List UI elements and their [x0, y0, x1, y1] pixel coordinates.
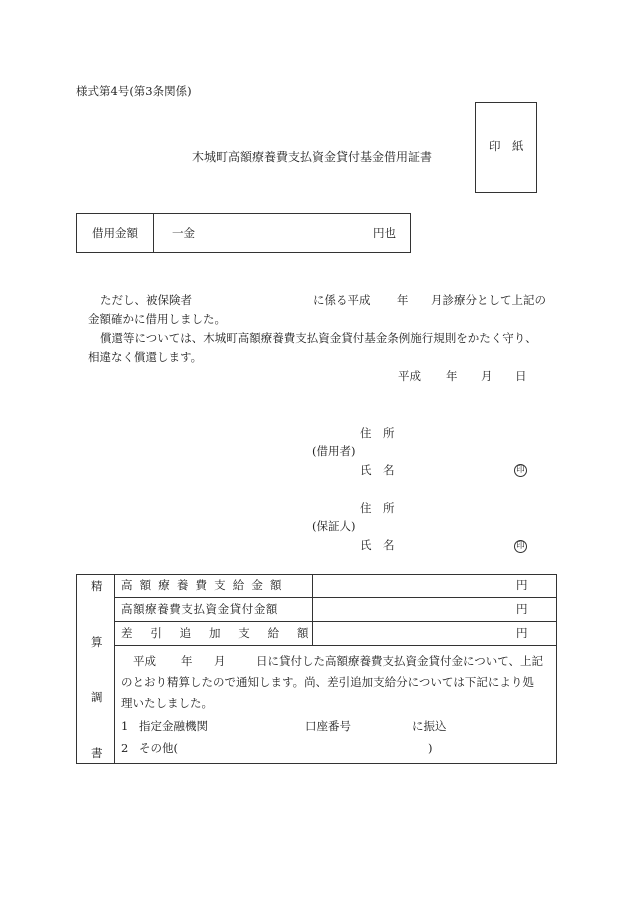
side-char-2: 算 [91, 635, 103, 649]
body-line1-a: ただし、被保険者 [100, 293, 192, 307]
revenue-stamp-label: 印 紙 [489, 139, 524, 153]
notice-month: 月 [214, 654, 226, 668]
row-label-loan-amount: 高額療養費支払資金貸付金額 [121, 602, 278, 616]
loan-amount-label: 借用金額 [92, 226, 138, 240]
item2-close-paren: ) [428, 741, 433, 755]
item1-bank-label: 指定金融機関 [139, 719, 208, 733]
body-line3: 償還等については、木城町高額療養費支払資金貸付基金条例施行規則をかたく守り、 [100, 331, 537, 345]
side-char-3: 調 [91, 690, 103, 704]
side-char-1: 精 [91, 579, 103, 593]
row-label-additional-amount: 差引追加支給額 [121, 626, 327, 640]
borrower-seal-mark: 印 [514, 464, 527, 477]
notice-era: 平成 [133, 654, 156, 668]
row-label-benefit-amount: 高額療養費支給金額 [121, 578, 289, 592]
row-unit-loan-amount: 円 [516, 602, 528, 616]
item2-other-label: その他( [139, 741, 178, 755]
body-line1-c: 年 [397, 293, 409, 307]
body-line4: 相違なく償還します。 [88, 350, 203, 364]
guarantor-role-label: (保証人) [312, 519, 356, 533]
row-unit-benefit-amount: 円 [516, 578, 528, 592]
borrower-address-label: 住 所 [360, 426, 395, 440]
settlement-row-line-3 [114, 645, 557, 646]
amount-suffix: 円也 [373, 226, 396, 240]
date-day: 日 [515, 369, 527, 383]
borrower-name-label: 氏 名 [360, 463, 395, 477]
item1-account-label: 口座番号 [305, 719, 351, 733]
item1-transfer-label: に振込 [412, 719, 447, 733]
amount-prefix: 一金 [172, 226, 195, 240]
form-number: 様式第4号(第3条関係) [76, 84, 192, 98]
amount-divider [153, 213, 154, 253]
body-line2: 金額確かに借用しました。 [88, 312, 226, 326]
settlement-row-line-1 [114, 597, 557, 598]
borrower-role-label: (借用者) [312, 444, 356, 458]
date-era: 平成 [398, 369, 421, 383]
revenue-stamp-box [475, 102, 537, 193]
document-title: 木城町高額療養費支払資金貸付基金借用証書 [192, 150, 433, 164]
date-month: 月 [481, 369, 493, 383]
body-line1-d: 月診療分として上記の [431, 293, 546, 307]
item2-number: 2 [121, 741, 129, 755]
notice-line2: のとおり精算したので通知します。尚、差引追加支給分については下記により処 [121, 675, 534, 689]
body-line1-b: に係る平成 [313, 293, 371, 307]
guarantor-name-label: 氏 名 [360, 538, 395, 552]
settlement-row-line-2 [114, 621, 557, 622]
notice-line3: 理いたしました。 [121, 696, 213, 710]
settlement-side-divider [114, 574, 115, 764]
notice-year: 年 [181, 654, 193, 668]
date-year: 年 [446, 369, 458, 383]
guarantor-seal-mark: 印 [514, 540, 527, 553]
notice-line1-text: 日に貸付した高額療養費支払資金貸付金について、上記 [256, 654, 544, 668]
guarantor-address-label: 住 所 [360, 501, 395, 515]
side-char-4: 書 [91, 746, 103, 760]
row-unit-additional-amount: 円 [516, 626, 528, 640]
item1-number: 1 [121, 719, 129, 733]
